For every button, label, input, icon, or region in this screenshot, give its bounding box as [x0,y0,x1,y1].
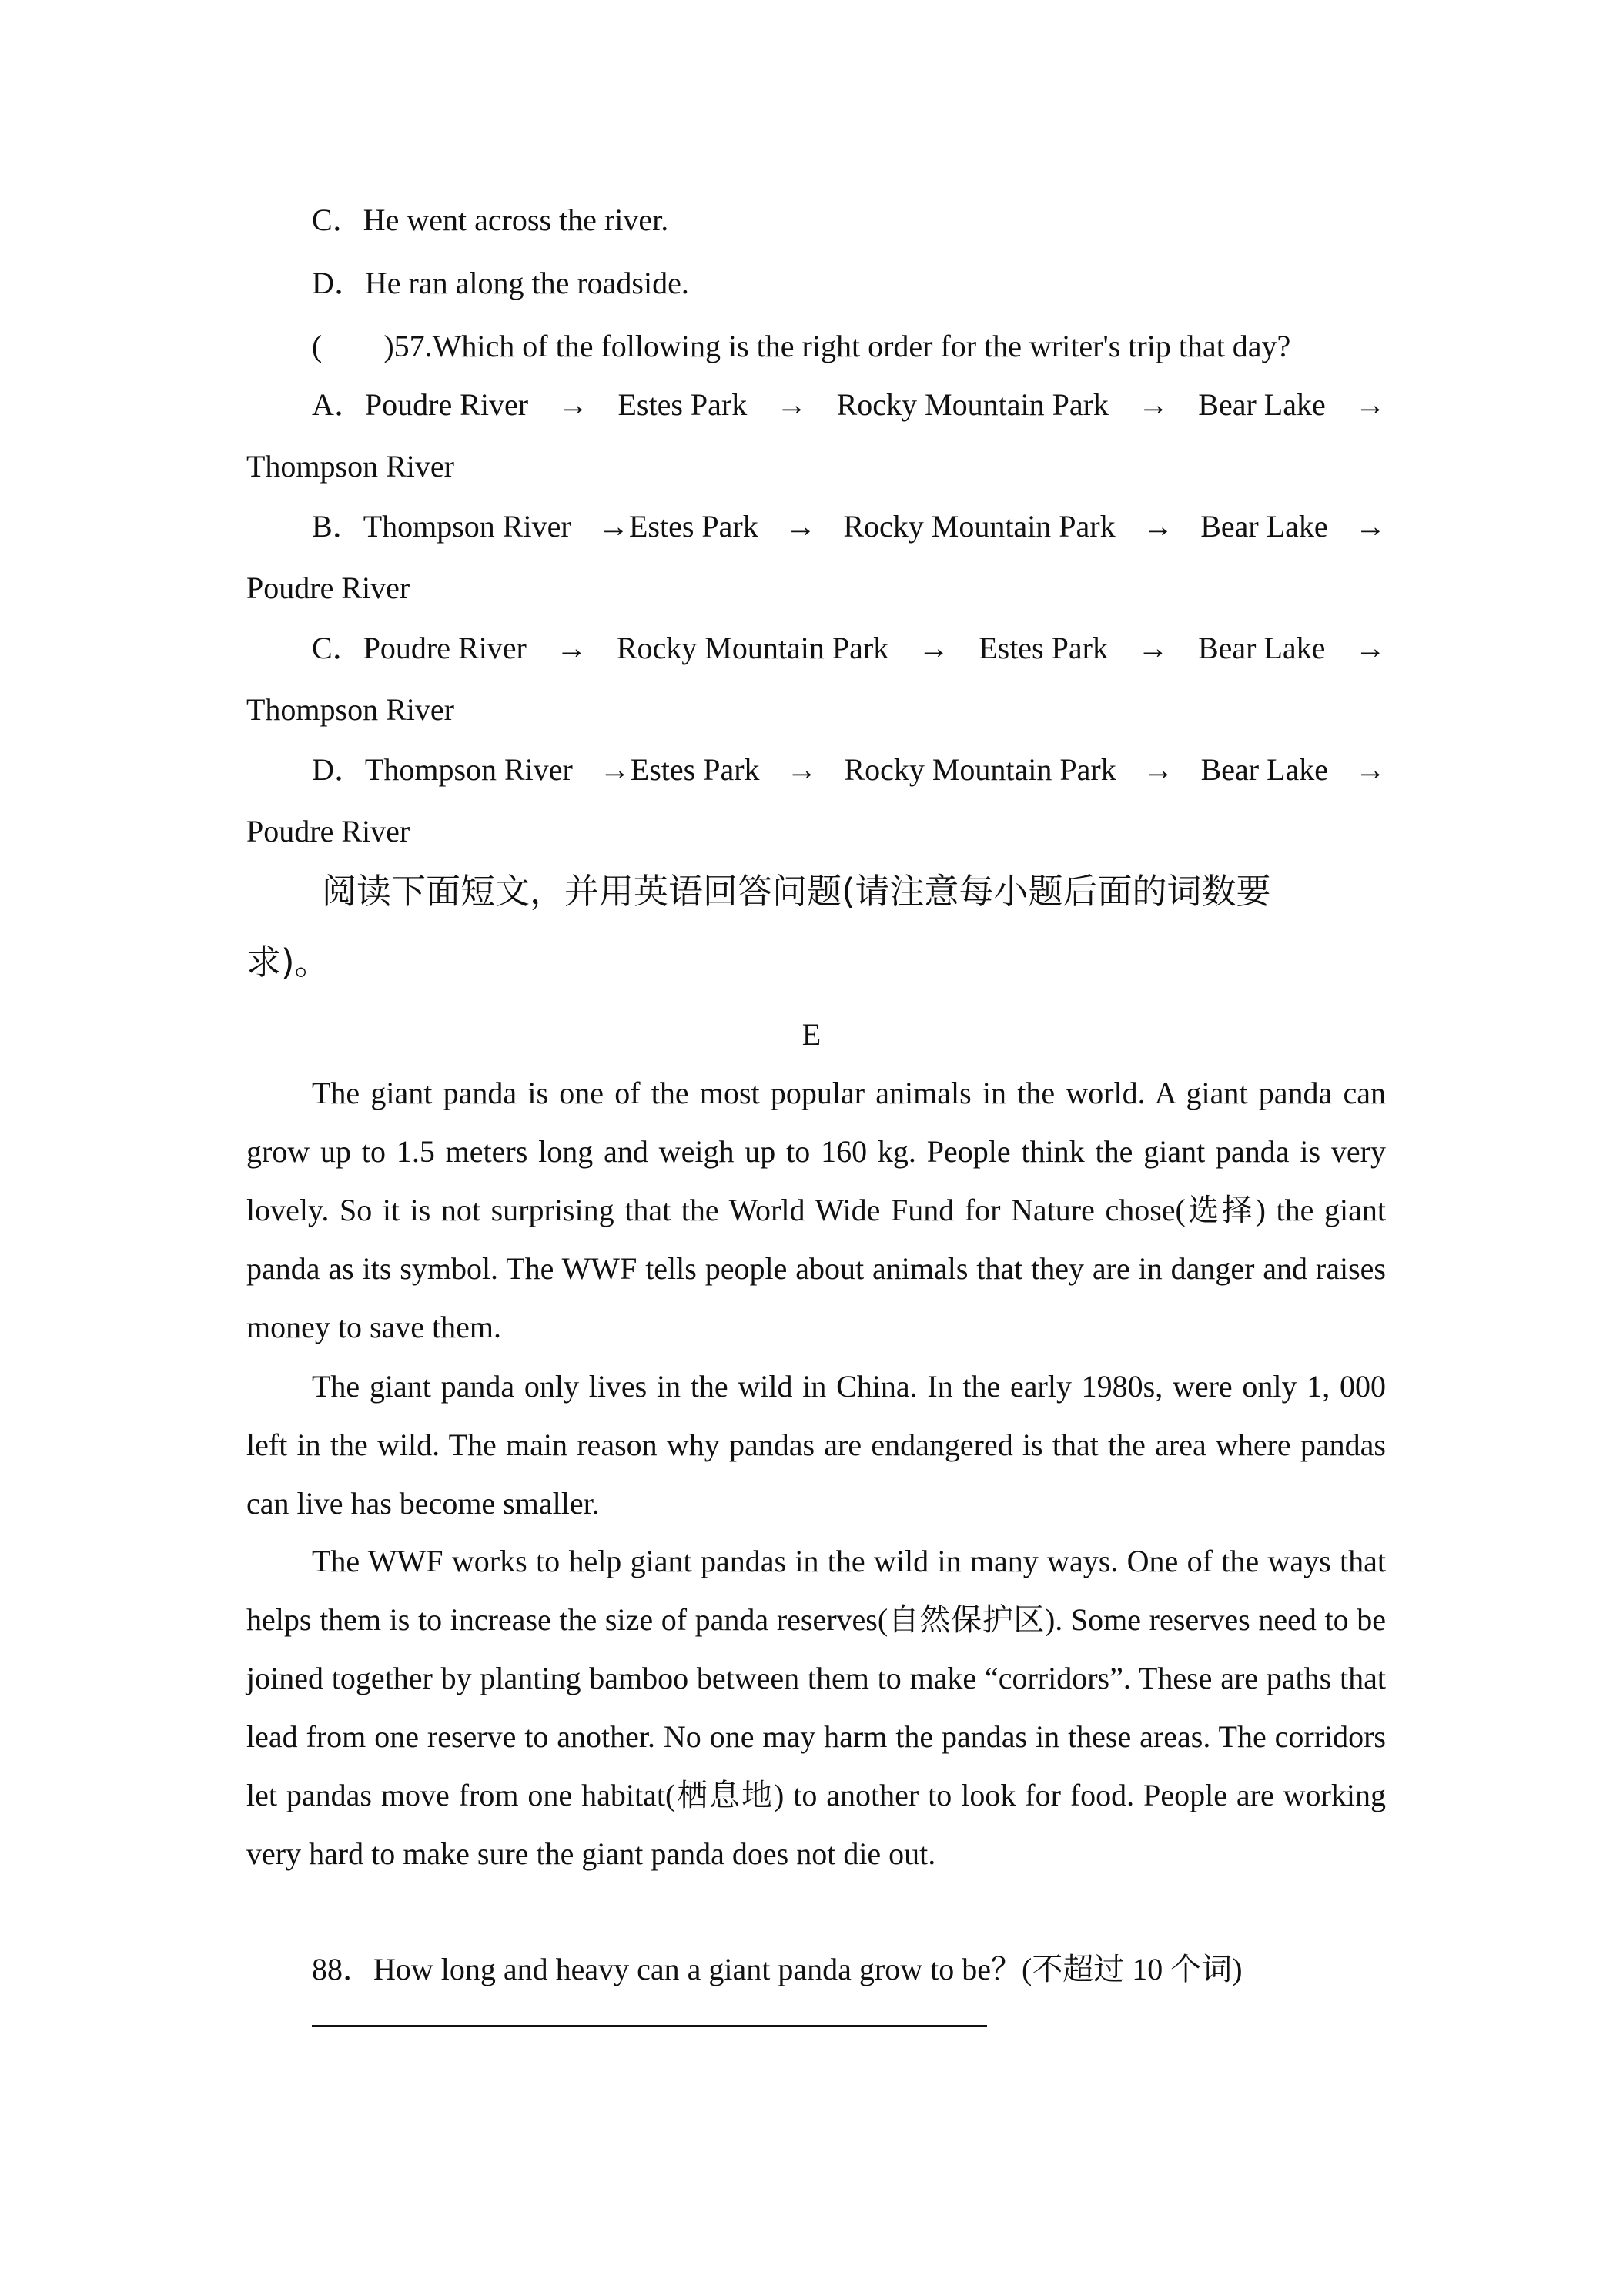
route-arrow: → [1137,631,1169,665]
route-arrow: → [1354,387,1386,422]
route-arrow: → [785,509,817,544]
passage-paragraph-3: The WWF works to help giant pandas in the wild in many ways. One of the ways that helps them is to increase the size of panda reserves(自然保护区). Some reserves need to be joined together by planting bamboo between them to make “corridors”. These are paths that lead from one reserve to another. No one may harm the pandas in these areas. The corridors let pandas move from one habitat(栖息地) to another to look for food. People are working very hard to make sure the giant panda does not die out. [246,1544,1386,1871]
route-stop: Thompson River [364,752,573,787]
instructions-line-1: 阅读下面短文，并用英语回答问题(请注意每小题后面的词数要 [322,871,1271,912]
route-arrow: → [1354,509,1386,544]
route-stop: Poudre River [364,387,529,422]
route-stop: →Estes Park [599,752,760,787]
option-letter: C． [312,631,363,665]
route-stop: Rocky Mountain Park [836,387,1109,422]
answer-blank-line[interactable] [312,2025,987,2027]
question-88: 88．How long and heavy can a giant panda grow to be？(不超过 10 个词) [312,1952,1243,1986]
route-stop: Poudre River [363,631,527,665]
instructions-line-2: 求)。 [246,942,330,982]
route-stop: Estes Park [979,631,1108,665]
option-letter: D． [312,752,365,787]
option-57c [312,628,1386,668]
route-stop: Rocky Mountain Park [843,509,1116,544]
option-57b-tail: Poudre River [246,571,410,605]
passage-paragraph-2: The giant panda only lives in the wild in China. In the early 1980s, were only 1, 000 left in the wild. The main reason why pandas are endangered is that the area where pandas can live has become smaller. [246,1369,1386,1521]
route-arrow: → [1354,631,1386,665]
route-stop: Bear Lake [1200,752,1329,787]
option-letter: A． [312,387,365,422]
route-stop: →Estes Park [597,509,758,544]
question-57-stem: ( )57.Which of the following is the right order for the writer's trip that day? [312,329,1291,363]
route-arrow: → [1143,752,1174,787]
option-57c-tail: Thompson River [246,692,454,727]
route-stop: Bear Lake [1198,387,1326,422]
route-arrow: → [1138,387,1170,422]
route-stop: Estes Park [617,387,748,422]
route-arrow: → [1142,509,1173,544]
option-56c: C．He went across the river. [312,202,669,237]
route-stop: Thompson River [363,509,571,544]
option-56d: D．He ran along the roadside. [312,266,689,300]
passage-label: E [801,1017,822,1052]
passage-paragraph-1: The giant panda is one of the most popular animals in the world. A giant panda can grow up to 1.5 meters long and weigh up to 160 kg. People think the giant panda is very lovely. So it is not surprising that the World Wide Fund for Nature chose(选择) the giant panda as its symbol. The WWF tells people about animals that they are in danger and raises money to save them. [246,1076,1386,1344]
route-arrow: → [557,387,589,422]
route-stop: Bear Lake [1197,631,1326,665]
route-arrow: → [776,387,808,422]
option-57d [312,750,1386,790]
option-57b [312,507,1386,547]
route-stop: Rocky Mountain Park [844,752,1116,787]
option-letter: B． [312,509,363,544]
option-57a-tail: Thompson River [246,449,454,484]
route-stop: Bear Lake [1200,509,1328,544]
route-arrow: → [1354,752,1386,787]
route-stop: Rocky Mountain Park [616,631,889,665]
route-arrow: → [786,752,818,787]
route-arrow: → [556,631,587,665]
route-arrow: → [918,631,949,665]
option-57d-tail: Poudre River [246,814,410,848]
option-57a [312,385,1386,425]
